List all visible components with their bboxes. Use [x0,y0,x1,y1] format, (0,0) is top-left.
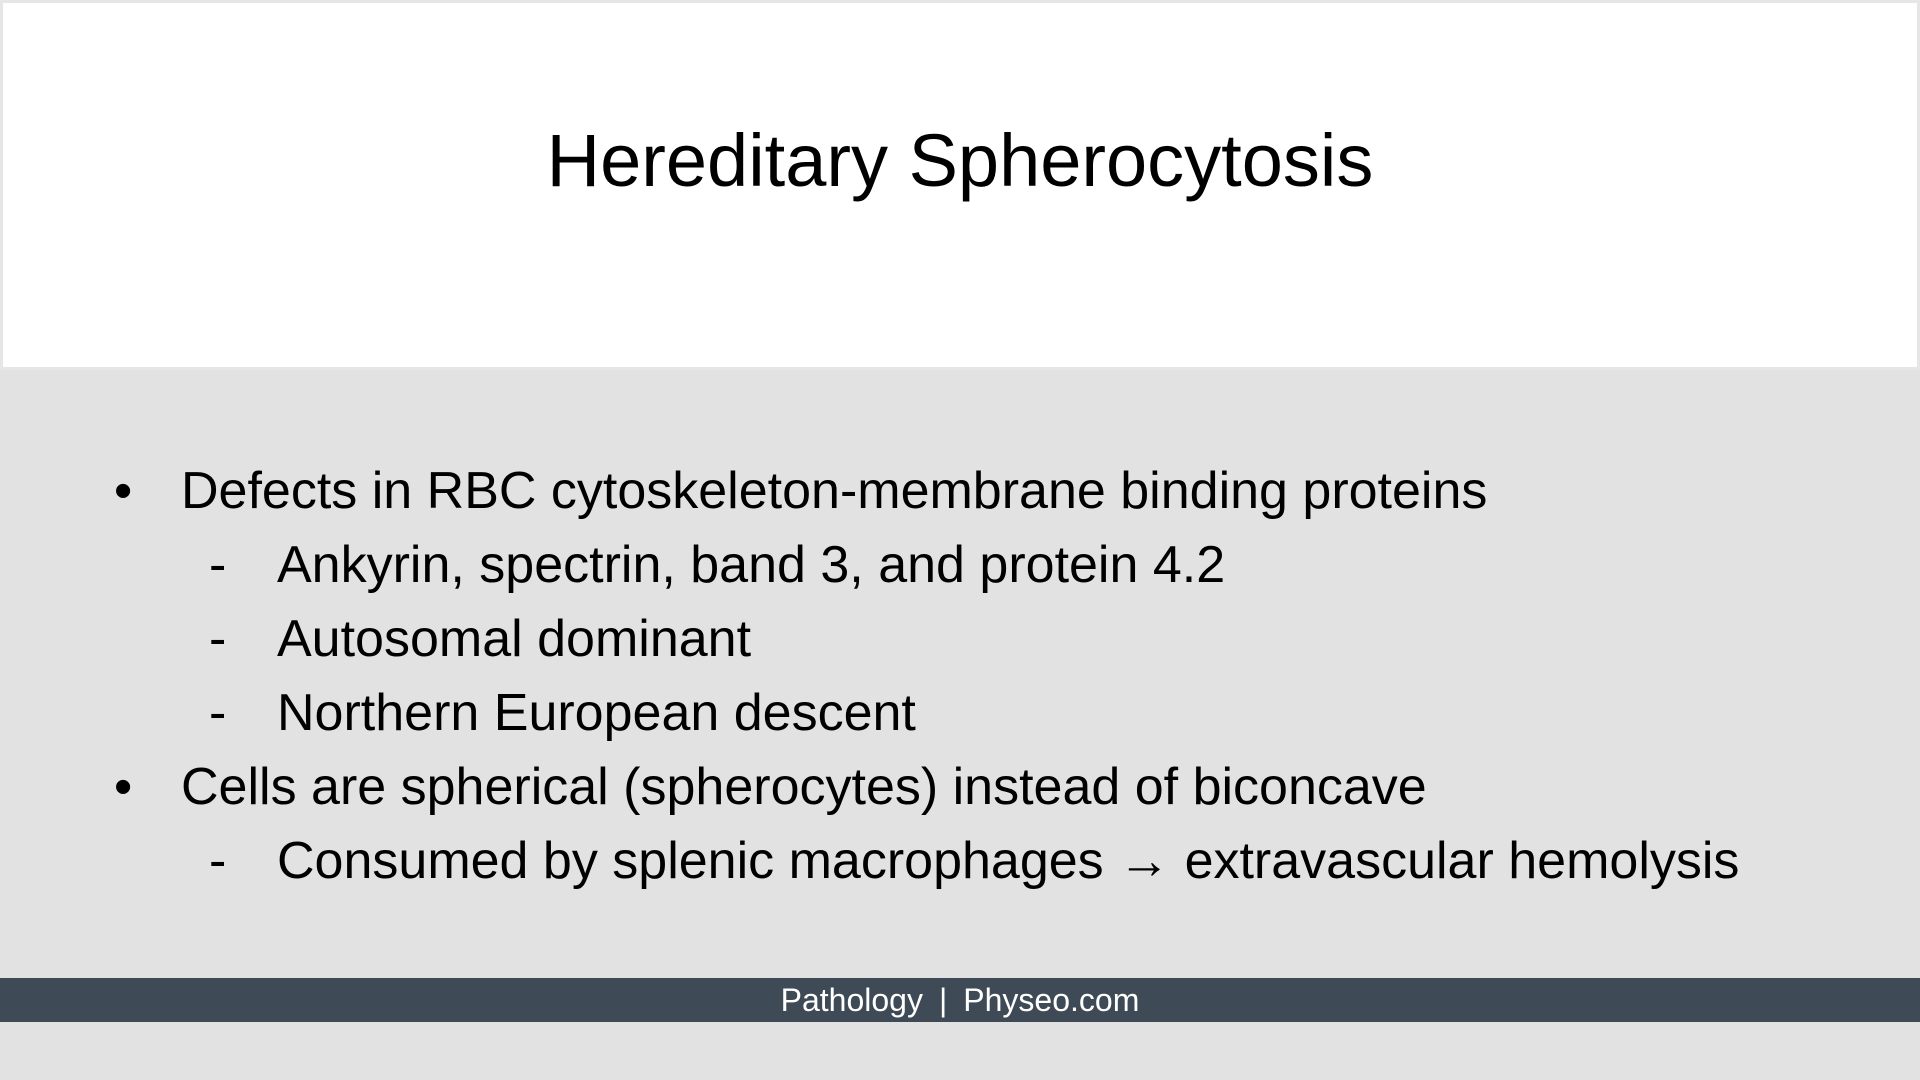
sub-bullet-text: Consumed by splenic macrophages → extravascular hemolysis [277,832,1740,890]
sub-bullet-item [0,528,1920,602]
sub-bullet-marker: - [209,610,227,668]
slide-title: Hereditary Spherocytosis [546,119,1374,202]
bullet-item [0,454,1920,528]
footer-separator: | [938,982,948,1018]
bullet-marker: • [114,758,133,816]
bullet-text: Cells are spherical (spherocytes) instead of biconcave [181,758,1427,816]
bullet-list [0,454,1920,898]
footer-subject: Pathology [780,982,923,1018]
bottom-strip [0,1022,1920,1080]
footer-bar [0,978,1920,1022]
sub-bullet-item [0,602,1920,676]
sub-bullet-text: Autosomal dominant [277,610,752,668]
sub-bullet-marker: - [209,684,227,742]
sub-bullet-text: Northern European descent [277,684,916,742]
sub-bullet-marker: - [209,832,227,890]
footer-site: Physeo.com [963,982,1140,1018]
bullet-text: Defects in RBC cytoskeleton-membrane binding proteins [181,462,1488,520]
bullet-marker: • [114,462,133,520]
bullet-item [0,750,1920,824]
sub-bullet-text: Ankyrin, spectrin, band 3, and protein 4.2 [277,536,1226,594]
sub-bullet-marker: - [209,536,227,594]
content-area [0,382,1920,978]
title-band [0,0,1920,370]
sub-bullet-item [0,824,1920,898]
sub-bullet-item [0,676,1920,750]
